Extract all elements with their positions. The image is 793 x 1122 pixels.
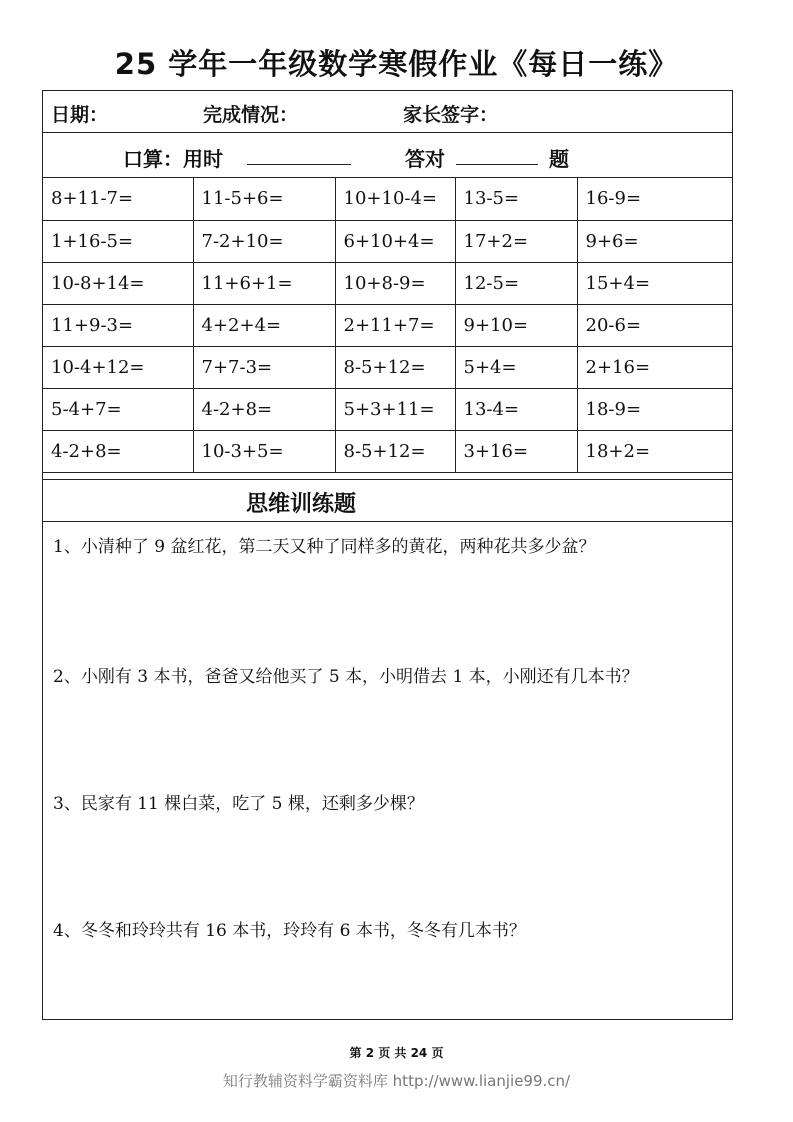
calc-row bbox=[43, 346, 732, 388]
question-1: 1、小清种了 9 盆红花，第二天又种了同样多的黄花，两种花共多少盆？ bbox=[53, 537, 596, 557]
calc-cell: 6+10+4= bbox=[335, 220, 455, 262]
calc-cell: 8+11-7= bbox=[43, 178, 193, 220]
calc-cell: 11+9-3= bbox=[43, 304, 193, 346]
calc-cell: 2+11+7= bbox=[335, 304, 455, 346]
calc-cell: 10-4+12= bbox=[43, 346, 193, 388]
calc-table bbox=[43, 178, 732, 473]
calc-cell: 4+2+4= bbox=[193, 304, 335, 346]
time-blank[interactable] bbox=[247, 164, 351, 165]
calc-cell: 5+4= bbox=[455, 346, 577, 388]
calc-cell: 12-5= bbox=[455, 262, 577, 304]
calc-cell: 1+16-5= bbox=[43, 220, 193, 262]
worksheet bbox=[42, 90, 733, 1020]
calc-cell: 11+6+1= bbox=[193, 262, 335, 304]
calc-cell: 8-5+12= bbox=[335, 430, 455, 472]
calc-cell: 9+6= bbox=[577, 220, 732, 262]
calc-cell: 11-5+6= bbox=[193, 178, 335, 220]
calc-cell: 16-9= bbox=[577, 178, 732, 220]
calc-cell: 17+2= bbox=[455, 220, 577, 262]
question-3: 3、民家有 11 棵白菜，吃了 5 棵，还剩多少棵？ bbox=[53, 794, 424, 814]
date-label: 日期： bbox=[51, 104, 109, 126]
calc-cell: 10-8+14= bbox=[43, 262, 193, 304]
calc-row bbox=[43, 304, 732, 346]
calc-cell: 10+8-9= bbox=[335, 262, 455, 304]
calc-row bbox=[43, 388, 732, 430]
info-row bbox=[43, 91, 732, 133]
calc-cell: 8-5+12= bbox=[335, 346, 455, 388]
calc-cell: 10-3+5= bbox=[193, 430, 335, 472]
calc-cell: 5-4+7= bbox=[43, 388, 193, 430]
calc-cell: 4-2+8= bbox=[43, 430, 193, 472]
calc-cell: 13-4= bbox=[455, 388, 577, 430]
page-title: 25 学年一年级数学寒假作业《每日一练》 bbox=[114, 47, 679, 81]
calc-row bbox=[43, 178, 732, 220]
calc-cell: 18+2= bbox=[577, 430, 732, 472]
calc-row bbox=[43, 220, 732, 262]
calc-cell: 9+10= bbox=[455, 304, 577, 346]
page-indicator: 第 2 页 共 24 页 bbox=[349, 1046, 444, 1060]
calc-cell: 10+10-4= bbox=[335, 178, 455, 220]
calc-cell: 13-5= bbox=[455, 178, 577, 220]
oral-time-label: 口算：用时 bbox=[123, 147, 223, 171]
parent-sign-label: 家长签字： bbox=[403, 104, 499, 126]
oral-row bbox=[43, 133, 732, 178]
calc-cell: 20-6= bbox=[577, 304, 732, 346]
calc-cell: 3+16= bbox=[455, 430, 577, 472]
thinking-header bbox=[43, 479, 732, 522]
calc-cell: 15+4= bbox=[577, 262, 732, 304]
calc-cell: 7+7-3= bbox=[193, 346, 335, 388]
completion-label: 完成情况： bbox=[203, 104, 299, 126]
question-4: 4、冬冬和玲玲共有 16 本书，玲玲有 6 本书，冬冬有几本书？ bbox=[53, 921, 526, 941]
correct-label: 答对 bbox=[405, 147, 445, 171]
calc-cell: 5+3+11= bbox=[335, 388, 455, 430]
footer-watermark: 知行教辅资料学霸资料库 http://www.lianjie99.cn/ bbox=[222, 1072, 571, 1090]
question-2: 2、小刚有 3 本书，爸爸又给他买了 5 本，小明借去 1 本，小刚还有几本书？ bbox=[53, 667, 639, 687]
calc-cell: 4-2+8= bbox=[193, 388, 335, 430]
calc-row bbox=[43, 430, 732, 472]
thinking-heading: 思维训练题 bbox=[246, 492, 357, 517]
question-suffix: 题 bbox=[549, 147, 569, 171]
calc-cell: 7-2+10= bbox=[193, 220, 335, 262]
calc-row bbox=[43, 262, 732, 304]
correct-blank[interactable] bbox=[456, 164, 538, 165]
calc-cell: 2+16= bbox=[577, 346, 732, 388]
calc-cell: 18-9= bbox=[577, 388, 732, 430]
